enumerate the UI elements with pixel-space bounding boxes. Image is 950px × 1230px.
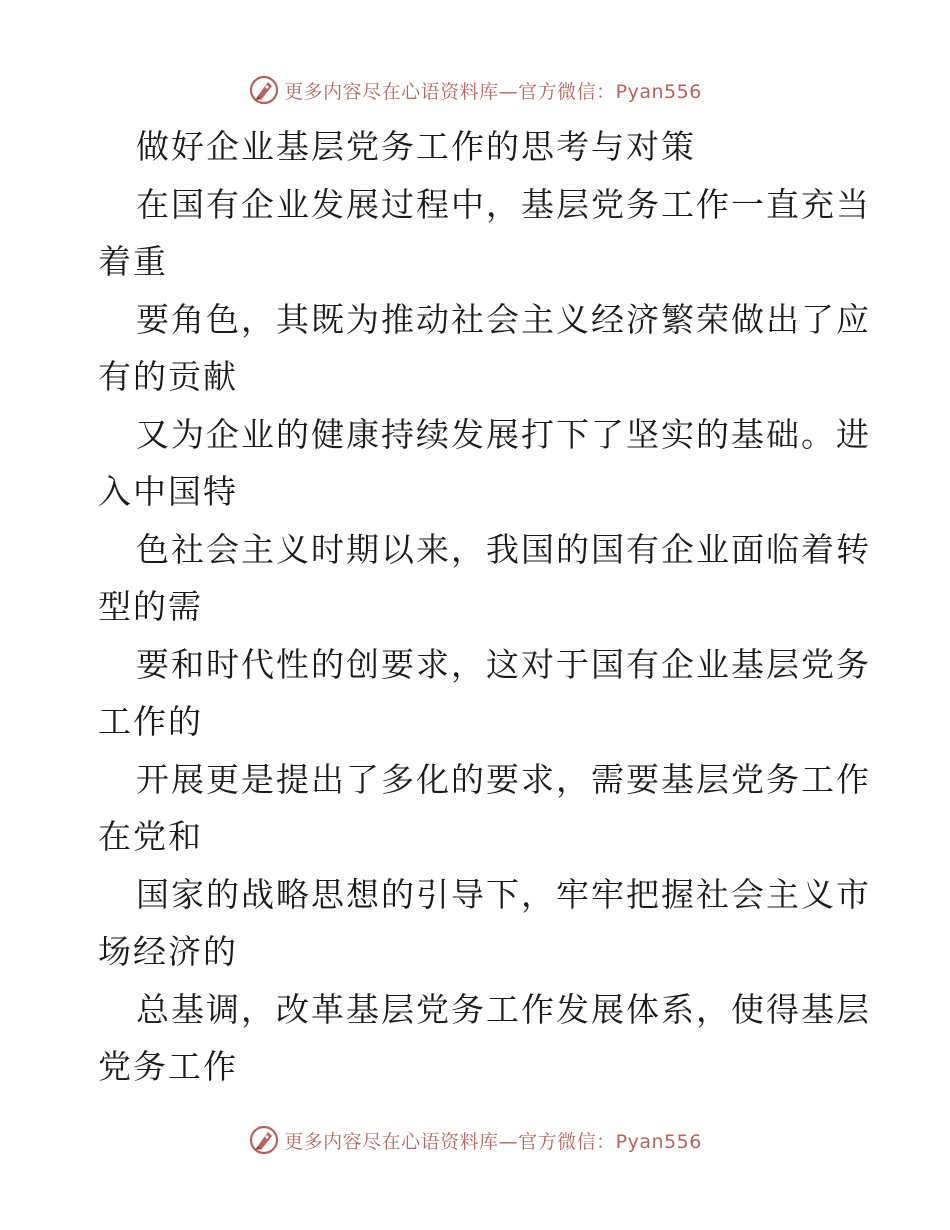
text-line: 工作的 xyxy=(98,702,203,741)
text-line: 着重 xyxy=(98,242,168,281)
text-line: 在国有企业发展过程中，基层党务工作一直充当 xyxy=(136,184,871,224)
text-line: 又为企业的健康持续发展打下了坚实的基础。进 xyxy=(136,414,871,454)
text-line: 国家的战略思想的引导下，牢牢把握社会主义市 xyxy=(136,874,871,914)
text-line: 要和时代性的创要求，这对于国有企业基层党务 xyxy=(136,644,871,684)
document-body xyxy=(98,118,871,1096)
document-title: 做好企业基层党务工作的思考与对策 xyxy=(136,127,696,166)
text-line: 在党和 xyxy=(98,817,203,856)
header-banner xyxy=(0,70,950,110)
text-line: 色社会主义时期以来，我国的国有企业面临着转 xyxy=(136,529,871,569)
text-line: 型的需 xyxy=(98,587,203,626)
footer-banner-text: 更多内容尽在心语资料库—官方微信：Pyan556 xyxy=(284,1130,702,1153)
text-line: 场经济的 xyxy=(98,932,238,971)
header-banner-text: 更多内容尽在心语资料库—官方微信：Pyan556 xyxy=(284,80,702,103)
text-line: 要角色，其既为推动社会主义经济繁荣做出了应 xyxy=(136,299,871,339)
text-line: 入中国特 xyxy=(98,472,238,511)
text-line: 总基调，改革基层党务工作发展体系，使得基层 xyxy=(136,989,871,1029)
pen-nib-logo-icon xyxy=(248,1124,280,1156)
text-line: 党务工作 xyxy=(98,1047,238,1086)
text-line: 有的贡献 xyxy=(98,357,238,396)
footer-banner xyxy=(0,1120,950,1160)
pen-nib-logo-icon xyxy=(248,74,280,106)
text-line: 开展更是提出了多化的要求，需要基层党务工作 xyxy=(136,759,871,799)
